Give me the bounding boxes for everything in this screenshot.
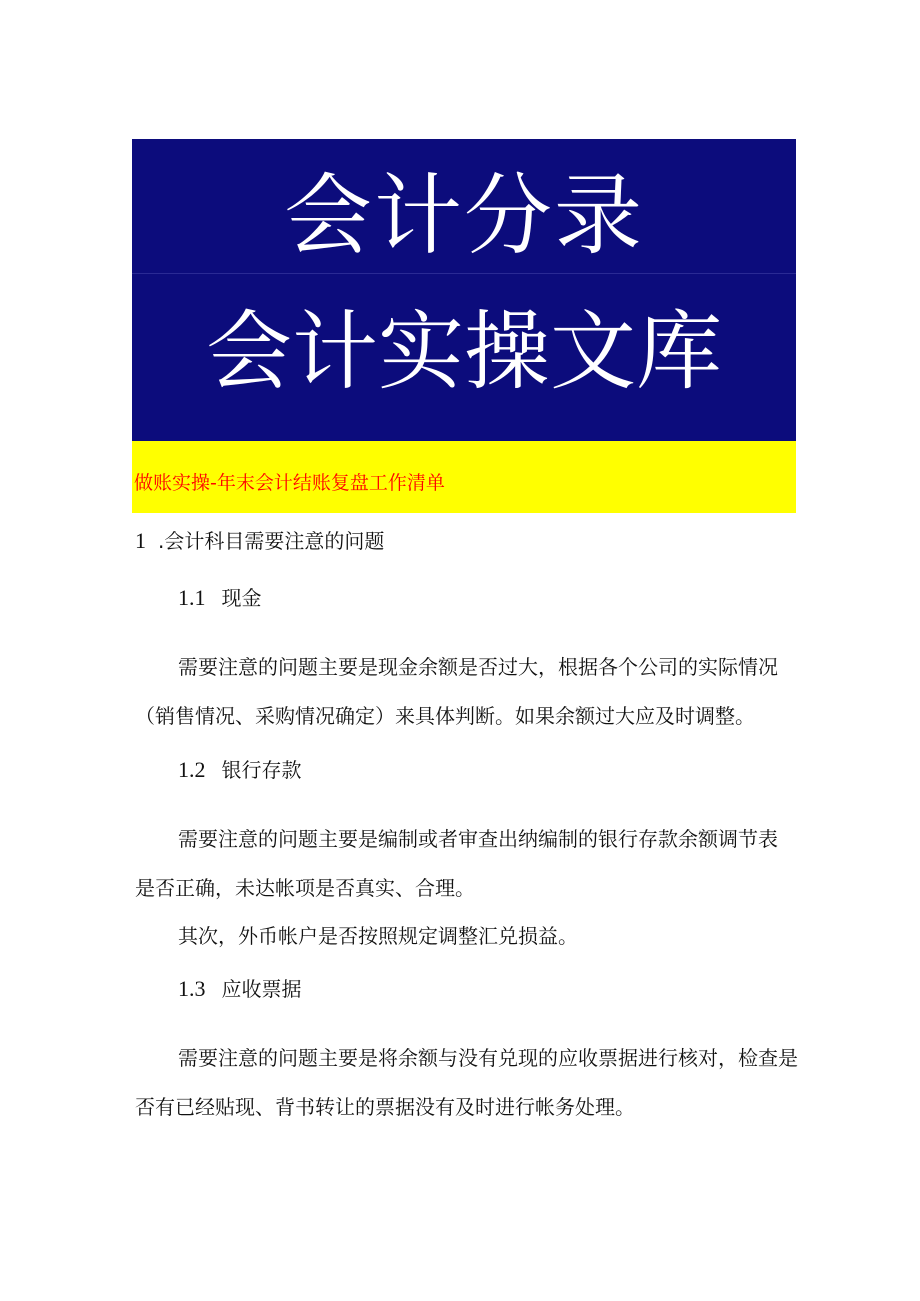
section-1-number: 1 <box>135 528 146 553</box>
subsection-1-2-heading <box>178 759 302 781</box>
subsection-1-1-heading <box>178 587 262 609</box>
paragraph-1-1-line-1: 需要注意的问题主要是现金余额是否过大，根据各个公司的实际情况 <box>178 655 778 679</box>
subtitle-bar <box>132 441 796 513</box>
subsection-1-3-heading <box>178 978 302 1000</box>
banner-title-line-1: 会计分录 <box>283 164 644 267</box>
subsection-1-3-title: 应收票据 <box>221 977 302 1001</box>
banner-divider <box>132 273 796 274</box>
subsection-1-2-number: 1.2 <box>178 757 206 782</box>
paragraph-1-3-line-2: 否有已经贴现、背书转让的票据没有及时进行帐务处理。 <box>135 1095 635 1119</box>
subsection-1-3-number: 1.3 <box>178 976 206 1001</box>
section-1-heading <box>135 530 384 552</box>
paragraph-1-2-line-1: 需要注意的问题主要是编制或者审查出纳编制的银行存款余额调节表 <box>178 827 778 851</box>
paragraph-1-3-line-1: 需要注意的问题主要是将余额与没有兑现的应收票据进行核对，检查是 <box>178 1046 798 1070</box>
section-1-title: .会计科目需要注意的问题 <box>158 529 385 553</box>
subsection-1-1-title: 现金 <box>221 586 262 610</box>
title-banner <box>132 139 796 441</box>
subsection-1-2-title: 银行存款 <box>221 758 302 782</box>
subsection-1-1-number: 1.1 <box>178 585 206 610</box>
paragraph-1-2-second: 其次，外币帐户是否按照规定调整汇兑损益。 <box>178 924 578 948</box>
paragraph-1-2-line-2: 是否正确，未达帐项是否真实、合理。 <box>135 876 475 900</box>
paragraph-1-1-line-2: （销售情况、采购情况确定）来具体判断。如果余额过大应及时调整。 <box>135 704 755 728</box>
subtitle-text: 做账实操-年末会计结账复盘工作清单 <box>134 472 445 494</box>
banner-title-line-2: 会计实操文库 <box>206 302 722 402</box>
